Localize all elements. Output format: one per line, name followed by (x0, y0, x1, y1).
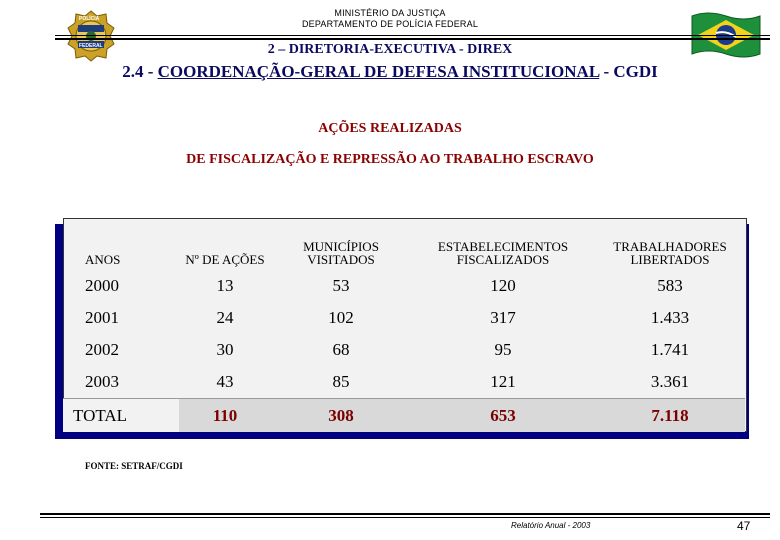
cell-municipios: 68 (332, 340, 350, 359)
cell-municipios: 102 (328, 308, 354, 327)
cell-estabelecimentos: 317 (490, 308, 516, 327)
cell-trabalhadores: 583 (657, 276, 683, 295)
header-rule-thick (55, 38, 770, 40)
coordination-heading (0, 62, 780, 82)
cell-municipios: 85 (332, 372, 350, 391)
header-anos: ANOS (85, 252, 121, 267)
ministry-header (0, 8, 780, 30)
cell-trabalhadores: 1.433 (650, 308, 690, 327)
header-estabelecimentos: ESTABELECIMENTOS FISCALIZADOS (437, 239, 569, 267)
report-label: Relatório Anual - 2003 (511, 521, 591, 530)
footer-rule (40, 513, 770, 515)
page-subtitle: DE FISCALIZAÇÃO E REPRESSÃO AO TRABALHO ESCRAVO (186, 152, 594, 167)
header-acoes: Nº DE AÇÕES (185, 252, 265, 267)
cell-year: 2002 (85, 340, 119, 359)
table-row (63, 302, 745, 334)
coordination-prefix: 2.4 - (122, 62, 158, 81)
badge-text-top: POLÍCIA (79, 16, 100, 22)
table-row (63, 366, 745, 399)
header-municipios: MUNICÍPIOS VISITADOS (303, 239, 379, 267)
cell-total-acoes: 110 (179, 399, 271, 433)
cell-acoes: 24 (216, 308, 234, 327)
cell-year: 2003 (85, 372, 119, 391)
table-total-row (63, 399, 745, 433)
cell-estabelecimentos: 121 (490, 372, 516, 391)
actions-table (63, 220, 745, 432)
department-name: DEPARTAMENTO DE POLÍCIA FEDERAL (301, 19, 479, 29)
cell-estabelecimentos: 95 (494, 340, 512, 359)
cell-trabalhadores: 1.741 (650, 340, 690, 359)
table-header-row (63, 220, 745, 270)
cell-estabelecimentos: 120 (490, 276, 516, 295)
table-row (63, 270, 745, 302)
cell-trabalhadores: 3.361 (650, 372, 690, 391)
cell-total-municipios: 308 (271, 399, 411, 433)
cell-acoes: 30 (216, 340, 234, 359)
cell-acoes: 13 (216, 276, 234, 295)
cell-year: 2000 (85, 276, 119, 295)
footer-rule-thin (40, 517, 770, 518)
cell-year: 2001 (85, 308, 119, 327)
cell-total-trabalhadores: 7.118 (595, 399, 745, 433)
table-row (63, 334, 745, 366)
page-number: 47 (737, 519, 751, 533)
cell-total-label: TOTAL (63, 399, 179, 433)
page-title: AÇÕES REALIZADAS (318, 121, 462, 136)
cell-acoes: 43 (216, 372, 234, 391)
source-note: FONTE: SETRAF/CGDI (85, 461, 183, 471)
badge-text-bottom: FEDERAL (79, 43, 103, 49)
section-heading: 2 – DIRETORIA-EXECUTIVA - DIREX (267, 42, 513, 57)
header-rule (55, 35, 770, 36)
coordination-suffix: - CGDI (599, 62, 658, 81)
coordination-name: COORDENAÇÃO-GERAL DE DEFESA INSTITUCIONAL (157, 62, 600, 81)
header-trabalhadores: TRABALHADORES LIBERTADOS (613, 239, 727, 267)
ministry-name: MINISTÉRIO DA JUSTIÇA (334, 8, 446, 18)
cell-municipios: 53 (332, 276, 350, 295)
cell-total-estabelecimentos: 653 (411, 399, 595, 433)
